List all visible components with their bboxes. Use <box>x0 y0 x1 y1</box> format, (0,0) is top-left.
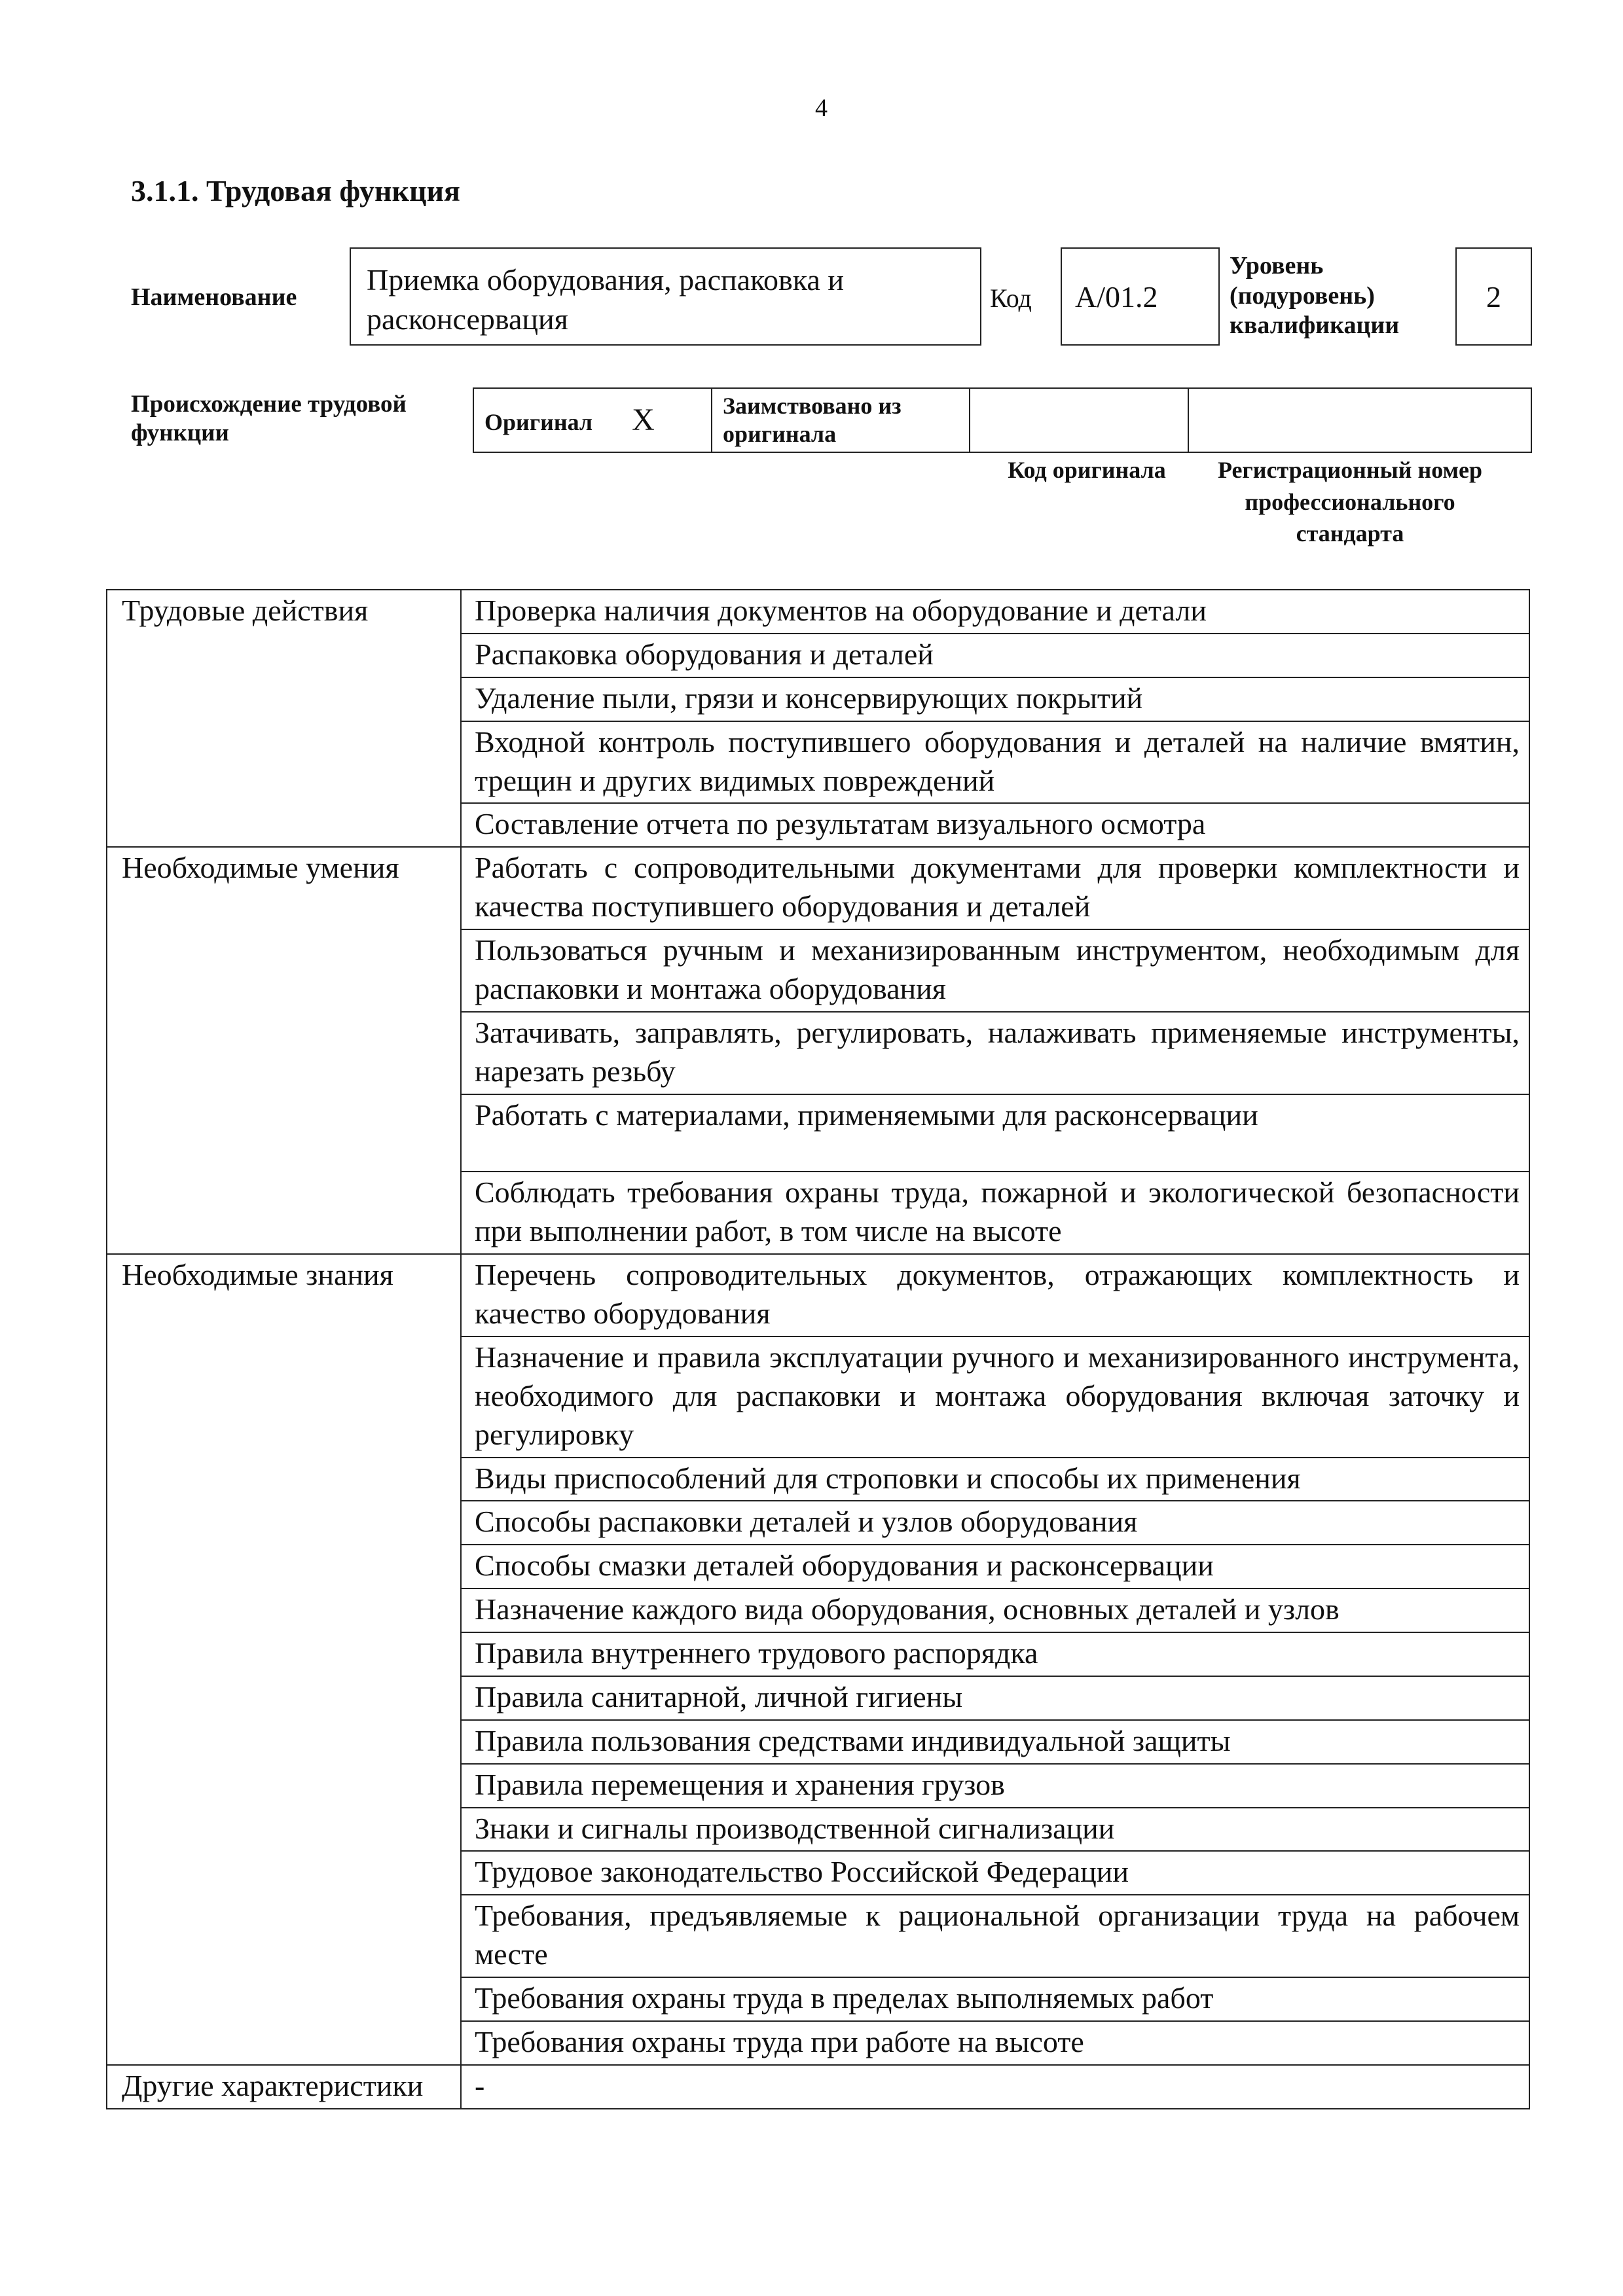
original-label: Оригинал <box>484 409 593 436</box>
item-cell: Соблюдать требования охраны труда, пожарной и экологической безопасности при выполнении работ, в том числе на высоте <box>461 1172 1529 1254</box>
item-cell: Перечень сопроводительных документов, отражающих комплектность и качество оборудования <box>461 1254 1529 1336</box>
table-row <box>107 590 1529 634</box>
origin-label: Происхождение трудовой функции <box>131 391 407 447</box>
item-cell: Правила внутреннего трудового распорядка <box>461 1632 1529 1676</box>
item-cell: Проверка наличия документов на оборудование и детали <box>461 590 1529 634</box>
category-cell: Необходимые знания <box>107 1254 461 2065</box>
reg-caption: Регистрационный номер профессионального стандарта <box>1217 457 1483 547</box>
origin-table <box>473 387 1532 453</box>
table-row <box>107 2065 1529 2109</box>
item-cell: Требования охраны труда при работе на высоте <box>461 2021 1529 2065</box>
table-row <box>107 847 1529 929</box>
item-cell: Способы смазки деталей оборудования и расконсервации <box>461 1545 1529 1588</box>
original-code-cell <box>970 388 1188 452</box>
borrowed-label: Заимствовано из оригинала <box>712 388 970 452</box>
item-cell: Назначение и правила эксплуатации ручного и механизированного инструмента, необходимого для распаковки и монтажа оборудования включая заточку и регулировку <box>461 1336 1529 1458</box>
code-label: Код <box>990 283 1032 313</box>
item-cell: Работать с сопроводительными документами для проверки комплектности и качества поступившего оборудования и деталей <box>461 847 1529 929</box>
item-cell: Правила перемещения и хранения грузов <box>461 1764 1529 1808</box>
item-cell: Пользоваться ручным и механизированным инструментом, необходимым для распаковки и монтажа оборудования <box>461 929 1529 1012</box>
item-cell: Распаковка оборудования и деталей <box>461 634 1529 677</box>
item-cell: Виды приспособлений для строповки и способы их применения <box>461 1458 1529 1501</box>
item-cell: Входной контроль поступившего оборудования и деталей на наличие вмятин, трещин и других видимых повреждений <box>461 721 1529 804</box>
item-cell: - <box>461 2065 1529 2109</box>
item-cell: Трудовое законодательство Российской Федерации <box>461 1851 1529 1895</box>
level-value: 2 <box>1455 247 1532 346</box>
item-cell: Составление отчета по результатам визуального осмотра <box>461 803 1529 847</box>
table-row <box>107 1254 1529 1336</box>
item-cell: Удаление пыли, грязи и консервирующих покрытий <box>461 677 1529 721</box>
page-number: 4 <box>815 94 828 122</box>
name-value: Приемка оборудования, распаковка и расконсервация <box>350 247 981 346</box>
code-caption: Код оригинала <box>1008 457 1166 483</box>
item-cell: Затачивать, заправлять, регулировать, налаживать применяемые инструменты, нарезать резьбу <box>461 1012 1529 1094</box>
section-title: 3.1.1. Трудовая функция <box>131 174 460 207</box>
item-cell: Правила санитарной, личной гигиены <box>461 1676 1529 1720</box>
reg-number-cell <box>1188 388 1531 452</box>
code-value: A/01.2 <box>1061 247 1220 346</box>
category-cell: Необходимые умения <box>107 847 461 1254</box>
category-cell: Другие характеристики <box>107 2065 461 2109</box>
item-cell: Знаки и сигналы производственной сигнализации <box>461 1808 1529 1852</box>
original-mark: X <box>632 403 655 438</box>
labor-function-table <box>106 589 1530 2109</box>
item-cell: Правила пользования средствами индивидуальной защиты <box>461 1720 1529 1764</box>
item-cell: Работать с материалами, применяемыми для расконсервации <box>461 1094 1529 1172</box>
category-cell: Трудовые действия <box>107 590 461 847</box>
item-cell: Назначение каждого вида оборудования, основных деталей и узлов <box>461 1588 1529 1632</box>
level-label: Уровень (подуровень) квалификации <box>1230 252 1400 340</box>
item-cell: Требования охраны труда в пределах выполняемых работ <box>461 1977 1529 2021</box>
name-label: Наименование <box>131 283 297 311</box>
origin-original-cell <box>473 388 712 452</box>
item-cell: Способы распаковки деталей и узлов оборудования <box>461 1501 1529 1545</box>
item-cell: Требования, предъявляемые к рациональной организации труда на рабочем месте <box>461 1895 1529 1977</box>
